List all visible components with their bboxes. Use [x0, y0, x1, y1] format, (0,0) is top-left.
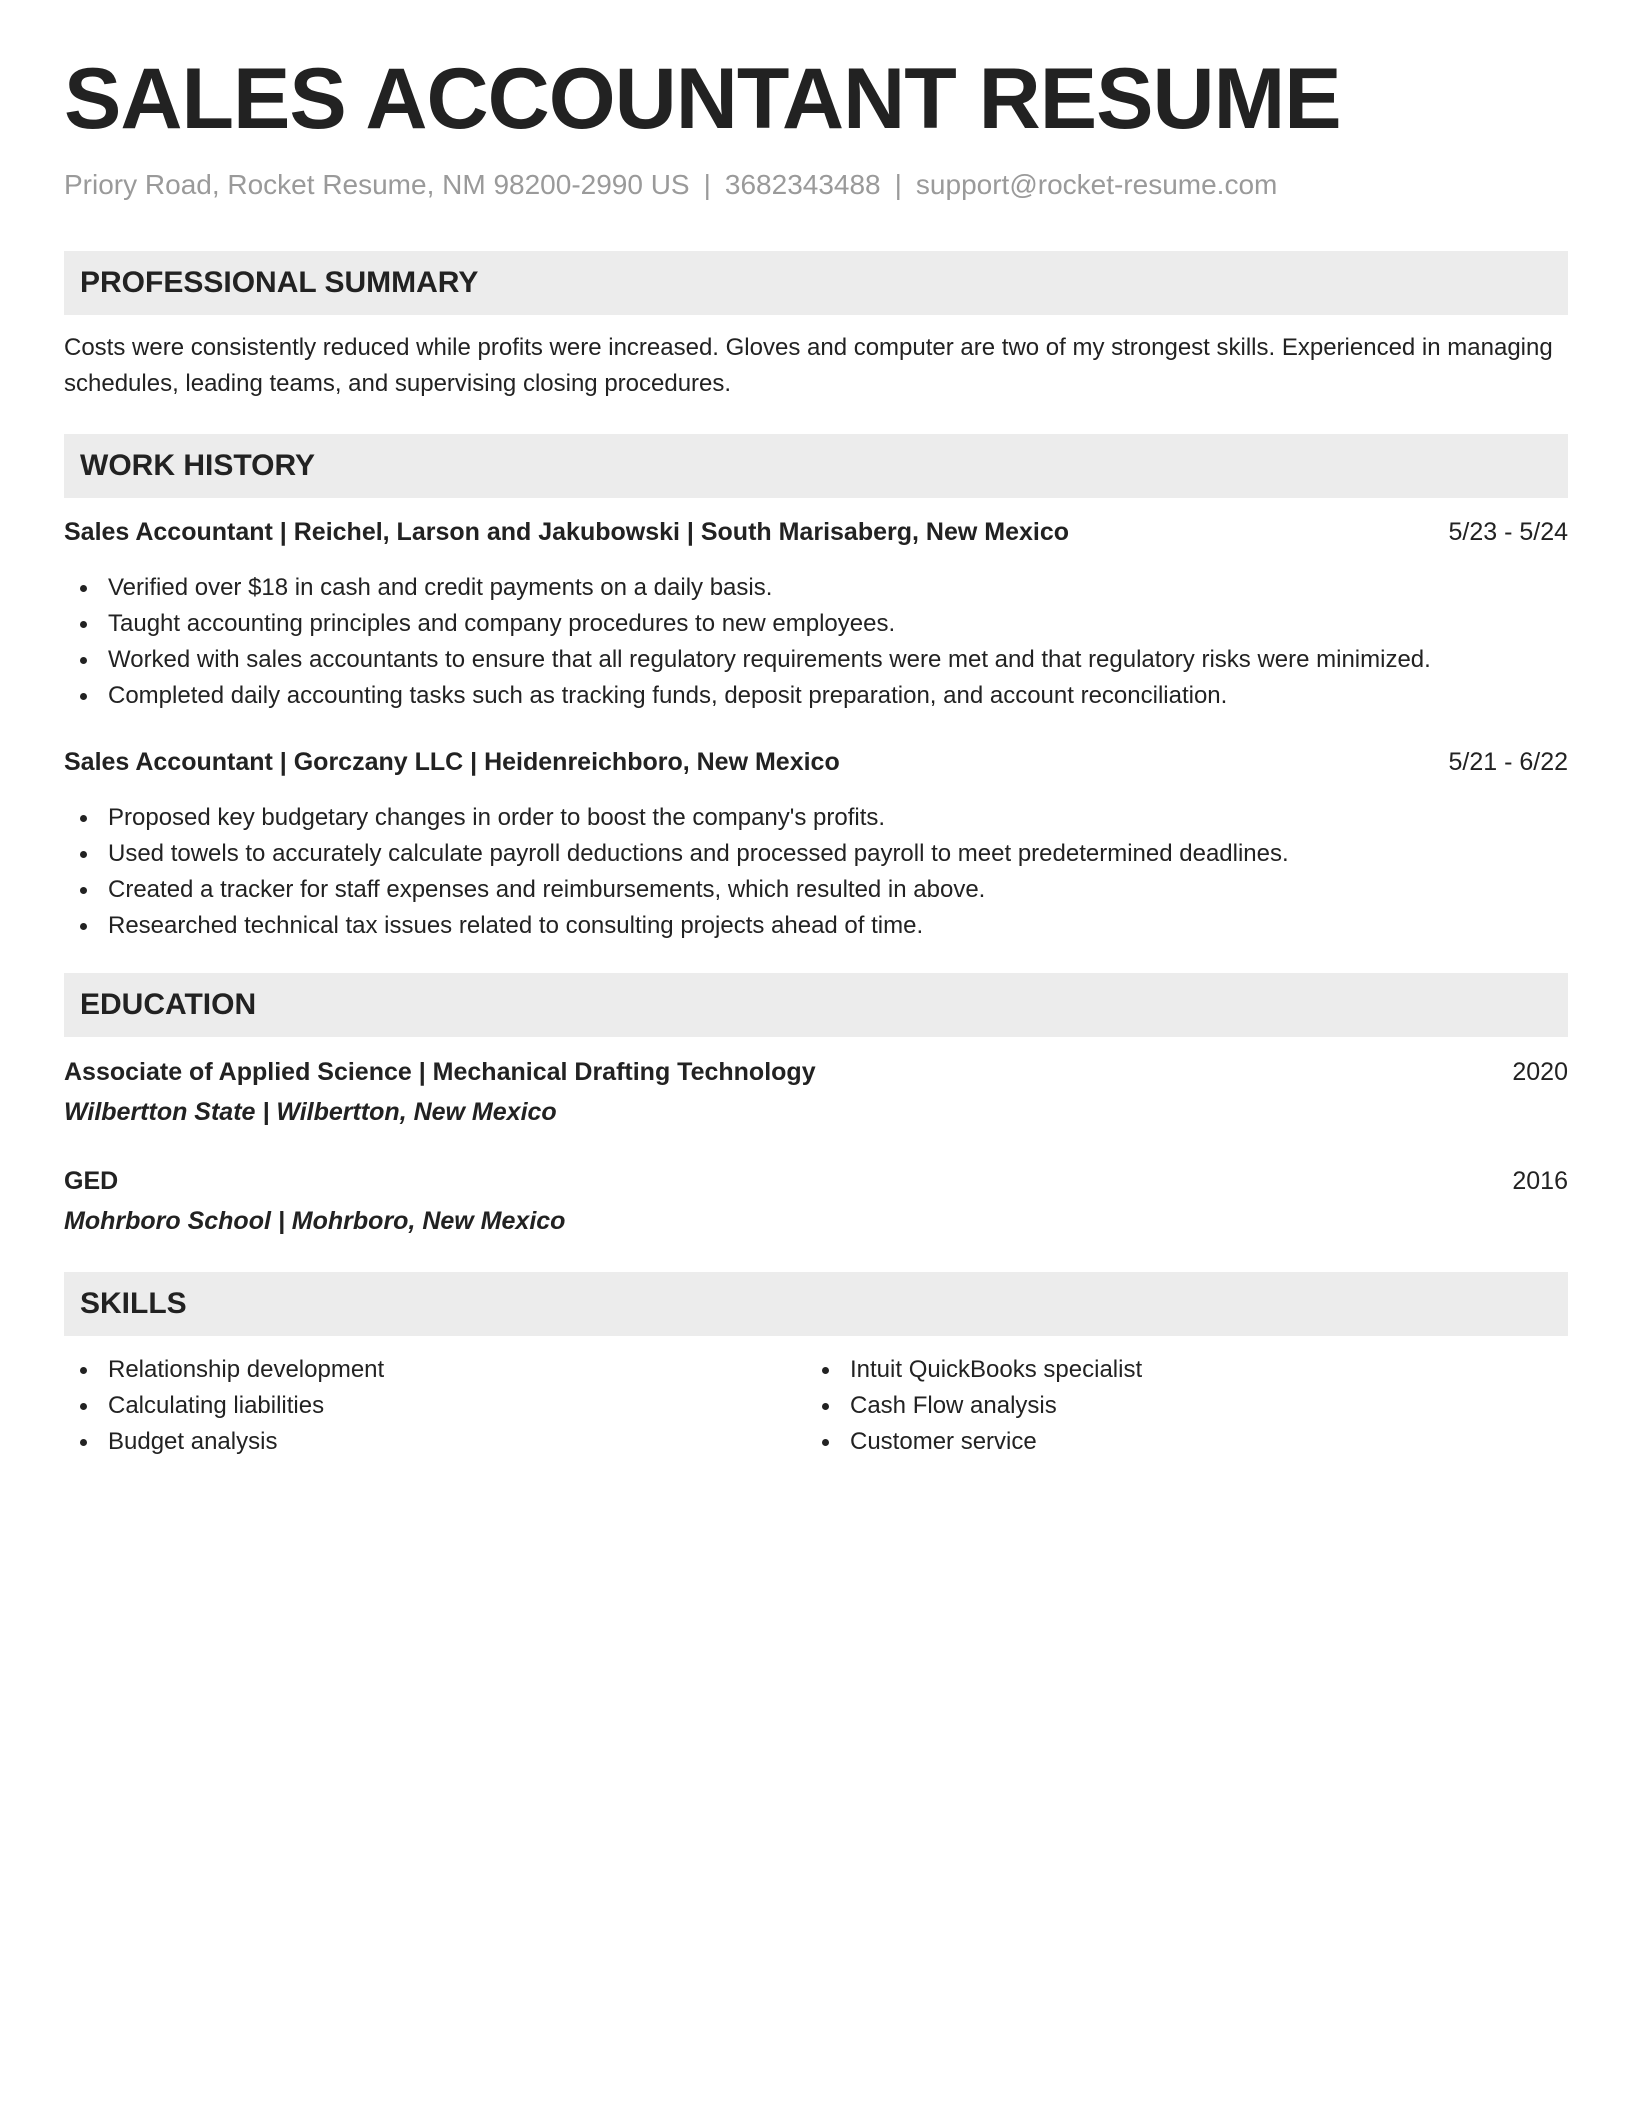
job-title: Sales Accountant | Reichel, Larson and Jakubowski | South Marisaberg, New Mexico	[64, 518, 1069, 546]
resume-title: SALES ACCOUNTANT RESUME	[64, 51, 1341, 147]
list-item: Taught accounting principles and company procedures to new employees.	[108, 606, 1568, 642]
section-header-work-history	[64, 434, 1568, 498]
skill-item: Intuit QuickBooks specialist	[850, 1352, 1550, 1388]
section-header-skills	[64, 1272, 1568, 1336]
degree-year: 2020	[1512, 1058, 1568, 1086]
degree-title: GED	[64, 1167, 119, 1195]
skill-item: Relationship development	[108, 1352, 798, 1388]
contact-separator: |	[703, 169, 711, 200]
skills-list-right	[806, 1352, 1550, 1460]
list-item: Created a tracker for staff expenses and reimbursements, which resulted in above.	[108, 872, 1568, 908]
job-title: Sales Accountant | Gorczany LLC | Heidenreichboro, New Mexico	[64, 748, 840, 776]
education-header	[64, 1163, 1568, 1199]
job-dates: 5/21 - 6/22	[1448, 748, 1568, 776]
school-name: Wilbertton State | Wilbertton, New Mexico	[64, 1098, 557, 1126]
degree-title: Associate of Applied Science | Mechanical Drafting Technology	[64, 1058, 816, 1086]
list-item: Completed daily accounting tasks such as tracking funds, deposit preparation, and account reconciliation.	[108, 678, 1568, 714]
contact-separator: |	[894, 169, 902, 200]
contact-address: Priory Road, Rocket Resume, NM 98200-2990 US	[64, 169, 690, 200]
section-header-education	[64, 973, 1568, 1037]
skill-item: Calculating liabilities	[108, 1388, 798, 1424]
job-header	[64, 514, 1568, 550]
skill-item: Budget analysis	[108, 1424, 798, 1460]
list-item: Researched technical tax issues related to consulting projects ahead of time.	[108, 908, 1568, 944]
job-bullets	[64, 570, 1568, 714]
summary-text: Costs were consistently reduced while profits were increased. Gloves and computer are two of my strongest skills. Experienced in managing schedules, leading teams, and supervising closing procedures.	[64, 334, 1553, 397]
school-name: Mohrboro School | Mohrboro, New Mexico	[64, 1207, 566, 1235]
list-item: Proposed key budgetary changes in order to boost the company's profits.	[108, 800, 1568, 836]
degree-year: 2016	[1512, 1167, 1568, 1195]
section-title: PROFESSIONAL SUMMARY	[80, 266, 479, 299]
list-item: Worked with sales accountants to ensure that all regulatory requirements were met and that regulatory risks were minimized.	[108, 642, 1568, 678]
job-bullets	[64, 800, 1568, 944]
section-title: SKILLS	[80, 1287, 187, 1320]
contact-phone: 3682343488	[724, 169, 881, 200]
skill-item: Customer service	[850, 1424, 1550, 1460]
section-title: EDUCATION	[80, 988, 257, 1021]
section-header-summary	[64, 251, 1568, 315]
education-header	[64, 1054, 1568, 1090]
list-item: Used towels to accurately calculate payroll deductions and processed payroll to meet predetermined deadlines.	[108, 836, 1568, 872]
section-title: WORK HISTORY	[80, 449, 316, 482]
skill-item: Cash Flow analysis	[850, 1388, 1550, 1424]
contact-email: support@rocket-resume.com	[915, 169, 1278, 200]
contact-line	[64, 168, 1277, 202]
list-item: Verified over $18 in cash and credit payments on a daily basis.	[108, 570, 1568, 606]
job-header	[64, 744, 1568, 780]
skills-list-left	[64, 1352, 798, 1460]
job-dates: 5/23 - 5/24	[1448, 518, 1568, 546]
